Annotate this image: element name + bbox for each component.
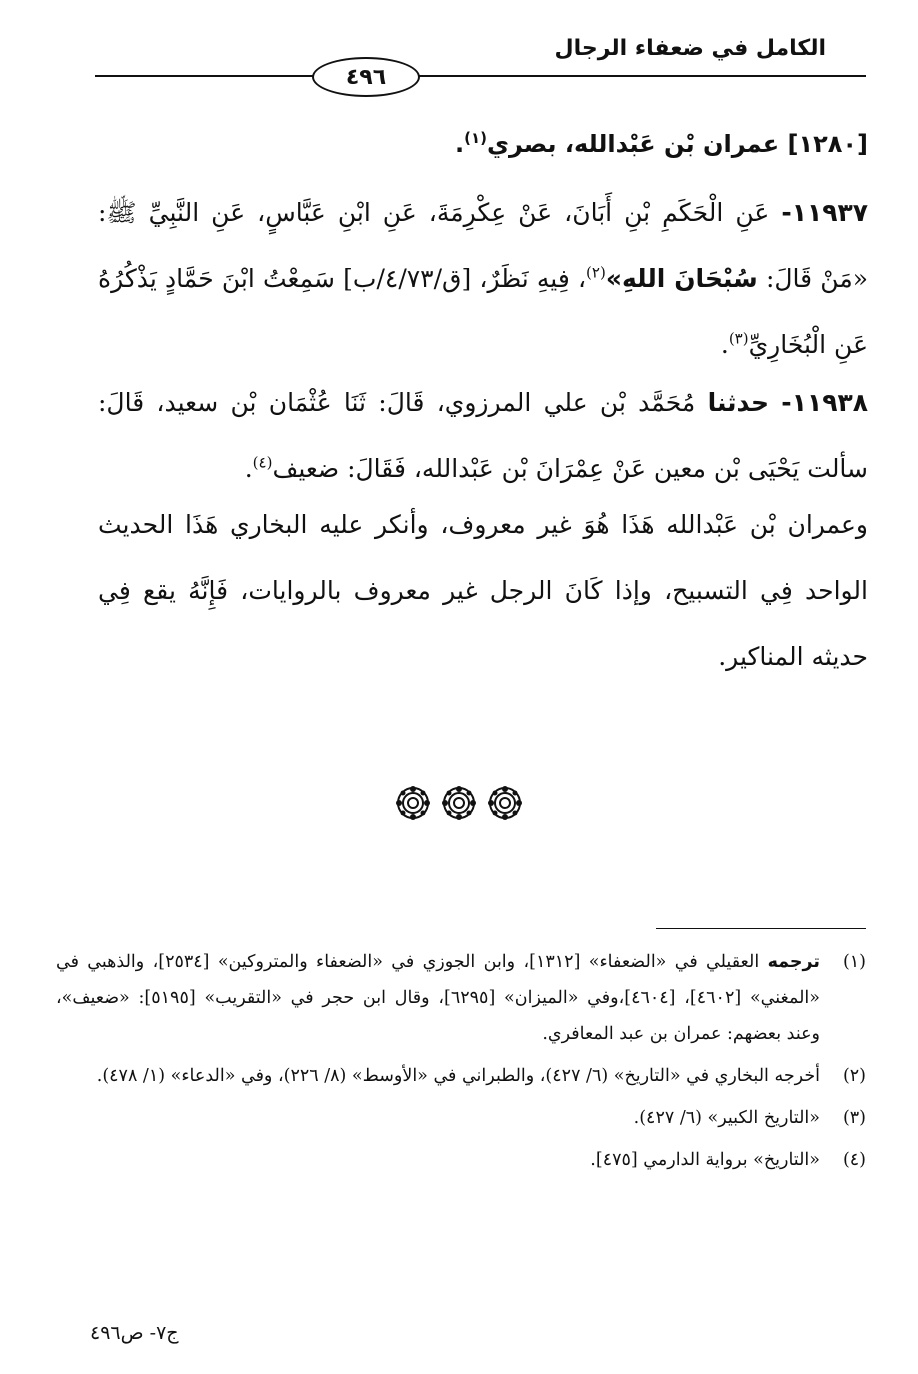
footnote-text: العقيلي في «الضعفاء» [١٣١٢]، وابن الجوزي في «الضعفاء والمتروكين» [٢٥٣٤]، والذهبي في «المغني» [٤٦٠٢]، [٤٦٠٤]،وفي «الميزان» [٦٢٩٥]، وقال ابن حجر في «التقريب» [٥١٩٥]: «ضعيف»، وعند بعضهم: عمران بن عبد المعافري.: [56, 952, 820, 1044]
hadith-lead: حدثنا: [707, 388, 770, 417]
footnote-text: «التاريخ» برواية الدارمي [٤٧٥].: [590, 1150, 820, 1170]
rosette-icon: [395, 785, 431, 821]
footnote-1: [56, 944, 866, 1052]
page-number: ٤٩٦: [345, 64, 387, 90]
footnote-rule: [656, 928, 866, 929]
footnote-number: (٣): [842, 1108, 866, 1128]
footnote-ref-2[interactable]: (٢): [586, 263, 606, 282]
rosette-icon: [487, 785, 523, 821]
footnote-2: [56, 1058, 866, 1094]
footnote-number: (١): [842, 952, 866, 972]
hadith-end: .: [244, 454, 253, 483]
commentary-paragraph: [98, 492, 868, 690]
entry-heading: [108, 122, 868, 166]
entry-name: عمران بْن عَبْدالله، بصري: [486, 130, 780, 158]
hadith-number: ١١٩٣٨-: [781, 388, 868, 417]
footnotes: [56, 944, 866, 1184]
footnote-number: (٤): [842, 1150, 866, 1170]
hadith-quote: سُبْحَانَ اللهِ»: [605, 264, 758, 293]
running-title: الكامل في ضعفاء الرجال: [554, 36, 826, 61]
entry-end: .: [454, 130, 465, 158]
footnote-text: «التاريخ الكبير» (٦/ ٤٢٧).: [633, 1108, 820, 1128]
commentary-text: وعمران بْن عَبْدالله هَذَا هُوَ غير معروف، وأنكر عليه البخاري هَذَا الحديث الواحد فِي التسبيح، وإذا كَانَ الرجل غير معروف بالروايات، فَإِنَّهُ يقع فِي حديثه المناكير.: [98, 510, 868, 671]
entry-number: [١٢٨٠]: [787, 130, 868, 158]
footnote-number: (٢): [842, 1066, 866, 1086]
footnote-3: [56, 1100, 866, 1136]
section-divider: [0, 785, 918, 821]
page-number-badge: [312, 57, 420, 97]
header-rule: [95, 75, 866, 77]
hadith-end: .: [720, 330, 729, 359]
footnote-lead: ترجمه: [767, 952, 820, 972]
footnote-ref-1[interactable]: (١): [464, 129, 487, 147]
hadith-text: عَنِ الْحَكَمِ بْنِ أَبَانَ، عَنْ عِكْرِمَةَ، عَنِ ابْنِ عَبَّاسٍ، عَنِ النَّبِيِّ ﷺ: «مَنْ قَالَ:: [98, 198, 869, 293]
volume-page-reference: ج٧- ص٤٩٦: [90, 1322, 179, 1344]
rosette-icon: [441, 785, 477, 821]
hadith-number: ١١٩٣٧-: [781, 198, 868, 227]
footnote-4: [56, 1142, 866, 1178]
hadith-text-cont: ، فِيهِ نَظَرٌ، [ق/٤/٧٣/ب] سَمِعْتُ ابْنَ حَمَّادٍ يَذْكُرُهُ عَنِ الْبُخَارِيِّ: [98, 264, 868, 359]
hadith-11938: [98, 370, 868, 502]
hadith-11937: [98, 180, 868, 378]
footnote-ref-4[interactable]: (٤): [252, 453, 273, 472]
hadith-text: مُحَمَّد بْن علي المرزوي، قَالَ: ثَنَا عُثْمَان بْن سعيد، قَالَ: سألت يَحْيَى بْن معين عَنْ عِمْرَانَ بْن عَبْدالله، فَقَالَ: ضعيف: [98, 388, 868, 483]
footnote-ref-3[interactable]: (٣): [728, 329, 749, 348]
footnote-text: أخرجه البخاري في «التاريخ» (٦/ ٤٢٧)، والطبراني في «الأوسط» (٨/ ٢٢٦)، وفي «الدعاء» (١/ ٤٧٨).: [96, 1066, 820, 1086]
